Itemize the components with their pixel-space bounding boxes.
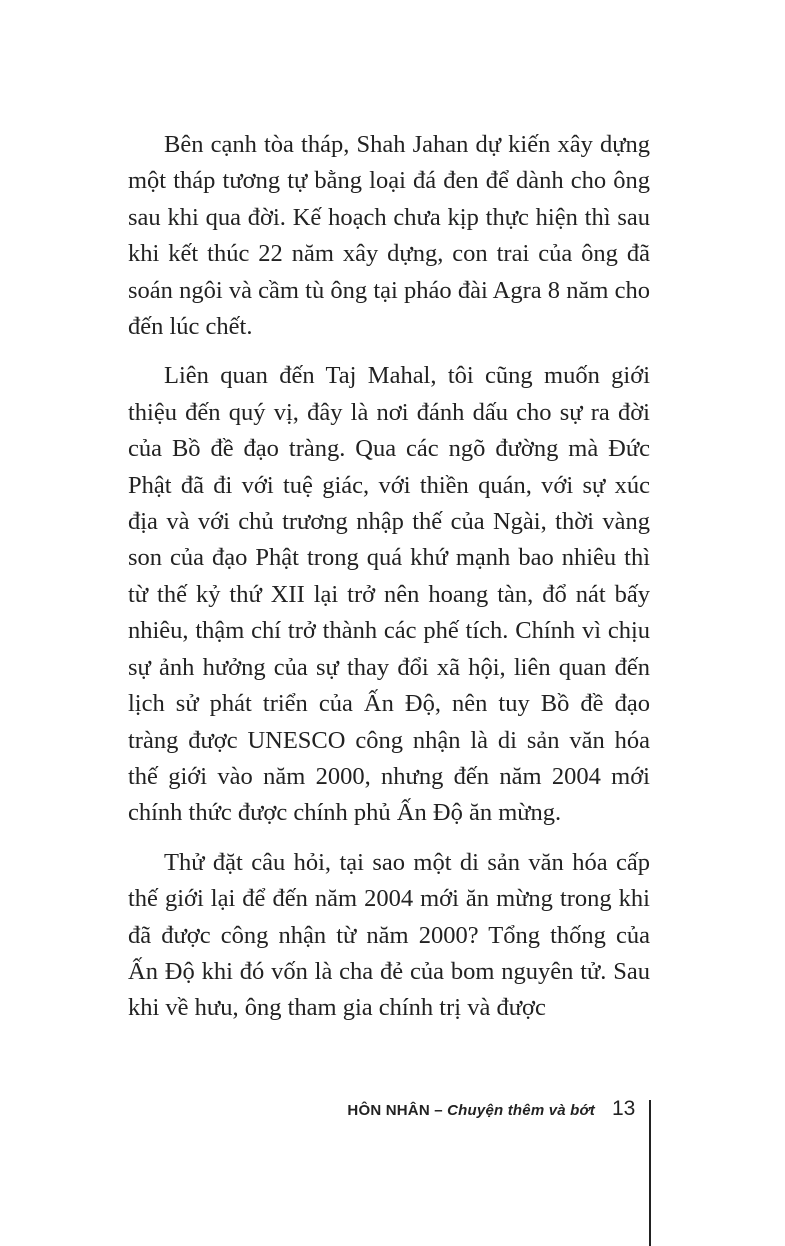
page-number: 13	[612, 1097, 636, 1120]
book-subtitle: Chuyện thêm và bớt	[447, 1102, 595, 1119]
margin-rule	[649, 1100, 651, 1246]
paragraph-2: Liên quan đến Taj Mahal, tôi cũng muốn giới thiệu đến quý vị, đây là nơi đánh dấu cho sự ra đời của Bồ đề đạo tràng. Qua các ngõ đường mà Đức Phật đã đi với tuệ giác, với thiền quán, với sự xúc địa và với chủ trương nhập thế của Ngài, thời vàng son của đạo Phật trong quá khứ mạnh bao nhiêu thì từ thế kỷ thứ XII lại trở nên hoang tàn, đổ nát bấy nhiêu, thậm chí trở thành các phế tích. Chính vì chịu sự ảnh hưởng của sự thay đổi xã hội, liên quan đến lịch sử phát triển của Ấn Độ, nên tuy Bồ đề đạo tràng được UNESCO công nhận là di sản văn hóa thế giới vào năm 2000, nhưng đến năm 2004 mới chính thức được chính phủ Ấn Độ ăn mừng.	[128, 362, 650, 827]
running-head	[347, 1102, 595, 1119]
book-title: HÔN NHÂN	[347, 1102, 430, 1119]
paragraph-1: Bên cạnh tòa tháp, Shah Jahan dự kiến xây dựng một tháp tương tự bằng loại đá đen để dành cho ông sau khi qua đời. Kế hoạch chưa kịp thực hiện thì sau khi kết thúc 22 năm xây dựng, con trai của ông đã soán ngôi và cầm tù ông tại pháo đài Agra 8 năm cho đến lúc chết.	[128, 131, 650, 341]
title-separator: –	[429, 1102, 448, 1119]
paragraph-3: Thử đặt câu hỏi, tại sao một di sản văn hóa cấp thế giới lại để đến năm 2004 mới ăn mừng trong khi đã được công nhận từ năm 2000? Tổng thống của Ấn Độ khi đó vốn là cha đẻ của bom nguyên tử. Sau khi về hưu, ông tham gia chính trị và được	[128, 848, 650, 1022]
body-text	[128, 127, 650, 1040]
page-footer	[0, 1098, 785, 1128]
